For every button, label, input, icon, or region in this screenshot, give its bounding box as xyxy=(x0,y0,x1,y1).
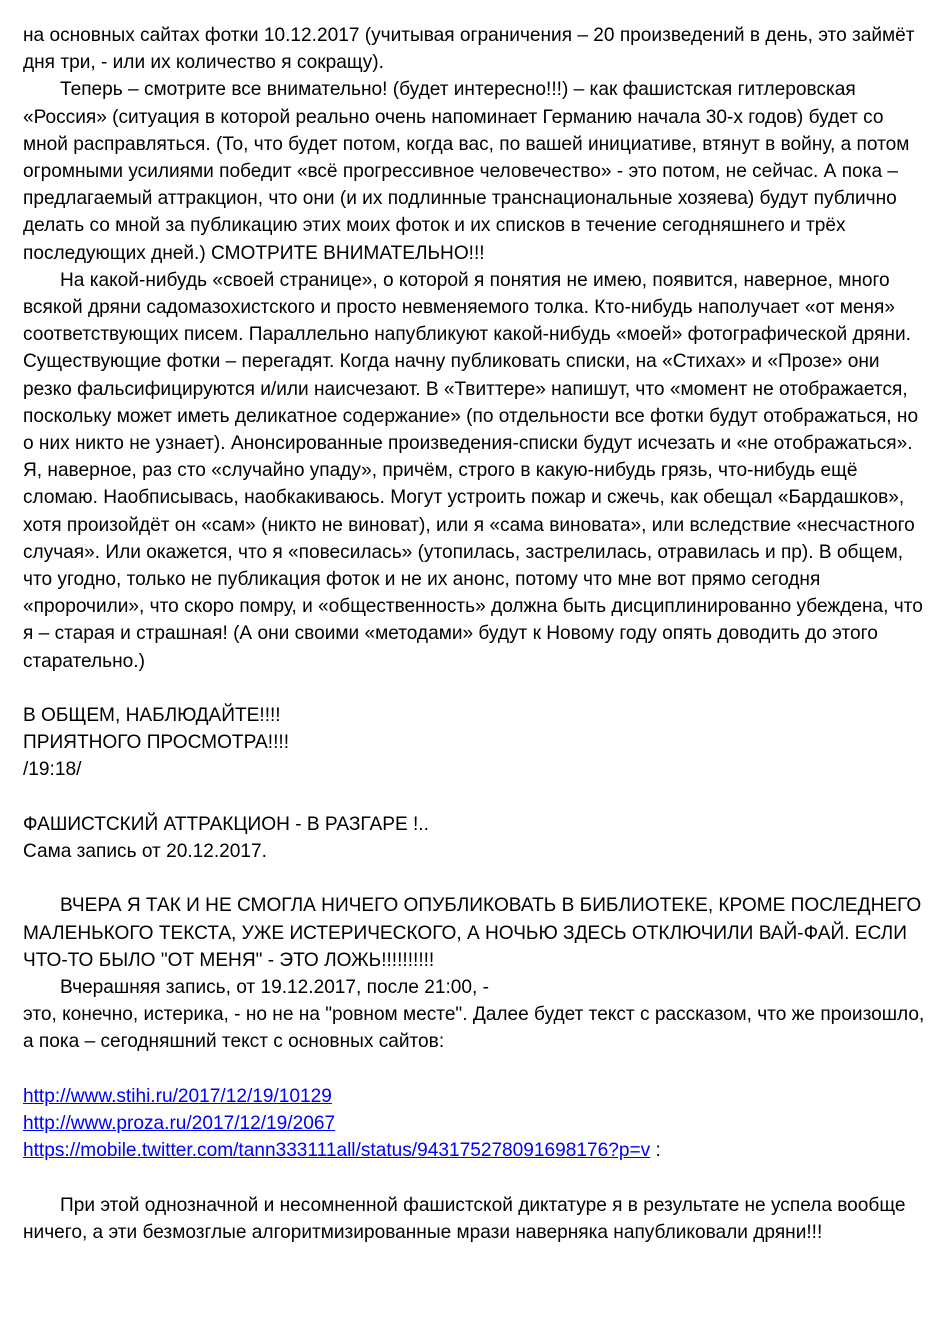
section-title: ФАШИСТСКИЙ АТТРАКЦИОН - В РАЗГАРЕ !.. xyxy=(23,813,429,835)
spacer xyxy=(23,784,928,811)
spacer xyxy=(23,1056,928,1083)
spacer xyxy=(23,1164,928,1191)
link-twitter[interactable]: https://mobile.twitter.com/tann333111all/status/943175278091698176?p=v xyxy=(23,1140,651,1162)
heading-observe: В ОБЩЕМ, НАБЛЮДАЙТЕ!!!! xyxy=(23,705,281,727)
paragraph-watch: Теперь – смотрите все внимательно! (будет интересно!!!) – как фашистская гитлеровская «Россия» (ситуация в которой реально очень напоминает Германию начала 30-х годов) будет со мной расправляться. (То, что будет потом, когда вас, по вашей инициативе, втянут в войну, а потом огромными усилиями победит «всё прогрессивное человечество» - это потом, не сейчас. А пока – предлагаемый аттракцион, что они (и их подлинные транснациональные хозяева) будут публично делать со мной за публикацию этих моих фоток и их списков в течение сегодняшнего и трёх последующих дней.) СМОТРИТЕ ВНИМАТЕЛЬНО!!! xyxy=(23,79,915,264)
paragraph-yesterday-record: Вчерашняя запись, от 19.12.2017, после 21:00, - xyxy=(60,977,489,999)
paragraph-yesterday: ВЧЕРА Я ТАК И НЕ СМОГЛА НИЧЕГО ОПУБЛИКОВАТЬ В БИБЛИОТЕКЕ, КРОМЕ ПОСЛЕДНЕГО МАЛЕНЬКОГО ТЕКСТА, УЖЕ ИСТЕРИЧЕСКОГО, А НОЧЬЮ ЗДЕСЬ ОТКЛЮЧИЛИ ВАЙ-ФАЙ. ЕСЛИ ЧТО-ТО БЫЛО "ОТ МЕНЯ" - ЭТО ЛОЖЬ!!!!!!!!!! xyxy=(23,895,927,971)
spacer xyxy=(23,865,928,892)
link-line-twitter xyxy=(23,1137,928,1164)
timestamp: /19:18/ xyxy=(23,759,82,781)
heading-enjoy: ПРИЯТНОГО ПРОСМОТРА!!!! xyxy=(23,732,289,754)
record-date: Сама запись от 20.12.2017. xyxy=(23,841,267,863)
link-line-stihi xyxy=(23,1083,928,1110)
link-suffix: : xyxy=(650,1140,661,1162)
paragraph-conclusion: При этой однозначной и несомненной фашистской диктатуре я в результате не успела вообще ничего, а эти безмозглые алгоритмизированные мрази наверняка напубликовали дряни!!! xyxy=(23,1194,911,1243)
link-proza[interactable]: http://www.proza.ru/2017/12/19/2067 xyxy=(23,1113,336,1135)
spacer xyxy=(23,675,928,702)
link-line-proza xyxy=(23,1110,928,1137)
paragraph-hysteria: это, конечно, истерика, - но не на "ровном месте". Далее будет текст с рассказом, что же произошло, а пока – сегодняшний текст с основных сайтов: xyxy=(23,1004,930,1053)
paragraph-intro: на основных сайтах фотки 10.12.2017 (учитывая ограничения – 20 произведений в день, это займёт дня три, - или их количество я сокращу). xyxy=(23,25,920,74)
paragraph-predictions: На какой-нибудь «своей странице», о которой я понятия не имею, появится, наверное, много всякой дряни садомазохистского и просто невменяемого толка. Кто-нибудь наполучает «от меня» соответствующих писем. Параллельно напубликуют какой-нибудь «моей» фотографической дряни. Существующие фотки – перегадят. Когда начну публиковать списки, на «Стихах» и «Прозе» они резко фальсифицируются и/или наисчезают. В «Твиттере» напишут, что «момент не отображается, поскольку может иметь деликатное содержание» (по отдельности все фотки будут отображаться, но о них никто не узнает). Анонсированные произведения-списки будут исчезать и «не отображаться». Я, наверное, раз сто «случайно упаду», причём, строго в какую-нибудь грязь, что-нибудь ещё сломаю. Наобписывась, наобкакиваюсь. Могут устроить пожар и сжечь, как обещал «Бардашков», хотя произойдёт он «сам» (никто не виноват), или я «сама виновата», или вследствие «несчастного случая». Или окажется, что я «повесилась» (утопилась, застрелилась, отравилась и пр). В общем, что угодно, только не публикация фоток и не их анонс, потому что мне вот прямо сегодня «пророчили», что скоро помру, и «общественность» должна быть дисциплинированно убеждена, что я – старая и страшная! (А они своими «методами» будут к Новому году опять доводить до этого старательно.) xyxy=(23,269,929,672)
link-stihi[interactable]: http://www.stihi.ru/2017/12/19/10129 xyxy=(23,1085,332,1107)
